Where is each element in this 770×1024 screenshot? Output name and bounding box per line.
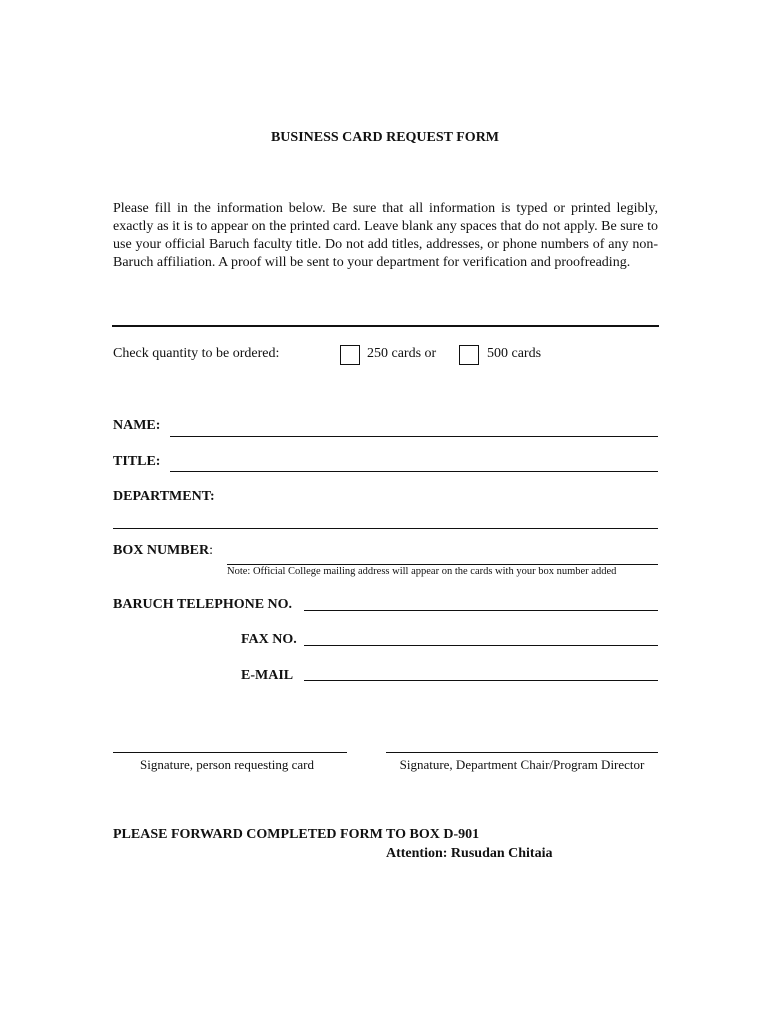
title-field-line[interactable] bbox=[170, 471, 658, 472]
department-label: DEPARTMENT: bbox=[113, 489, 215, 504]
requester-signature-caption: Signature, person requesting card bbox=[139, 757, 314, 772]
chair-signature-line[interactable] bbox=[386, 752, 658, 753]
name-label: NAME: bbox=[113, 418, 161, 433]
department-field-line[interactable] bbox=[113, 528, 658, 529]
chair-signature-caption: Signature, Department Chair/Program Director bbox=[399, 757, 645, 772]
option-250-label: 250 cards or bbox=[367, 346, 437, 361]
quantity-label: Check quantity to be ordered: bbox=[113, 346, 280, 361]
title-label: TITLE: bbox=[113, 454, 161, 469]
box-number-label bbox=[113, 543, 213, 559]
requester-signature-line[interactable] bbox=[113, 752, 347, 753]
box-number-note: Note: Official College mailing address will appear on the cards with your box number added bbox=[227, 566, 617, 577]
forward-instruction: PLEASE FORWARD COMPLETED FORM TO BOX D-901 bbox=[113, 827, 480, 842]
instructions-paragraph: Please fill in the information below. Be sure that all information is typed or printed legibly, exactly as it is to appear on the printed card. Leave blank any spaces that do not apply. Be sure to use your official Baruch faculty title. Do not add titles, addresses, or phone numbers of any non-Baruch affiliation. A proof will be sent to your department for verification and proofreading. bbox=[113, 201, 658, 270]
name-field-line[interactable] bbox=[170, 436, 658, 437]
email-field-line[interactable] bbox=[304, 680, 658, 681]
box-number-text: BOX NUMBER bbox=[113, 543, 210, 558]
box-number-colon: : bbox=[209, 543, 213, 558]
fax-field-line[interactable] bbox=[304, 645, 658, 646]
telephone-field-line[interactable] bbox=[304, 610, 658, 611]
checkbox-500-cards[interactable] bbox=[459, 345, 479, 365]
fax-label: FAX NO. bbox=[241, 632, 297, 647]
checkbox-250-cards[interactable] bbox=[340, 345, 360, 365]
form-title: BUSINESS CARD REQUEST FORM bbox=[270, 130, 500, 145]
email-label: E-MAIL bbox=[241, 668, 294, 683]
option-500-label: 500 cards bbox=[487, 346, 542, 361]
box-number-field-line[interactable] bbox=[227, 564, 658, 565]
section-divider bbox=[112, 325, 659, 327]
attention-line: Attention: Rusudan Chitaia bbox=[386, 846, 553, 861]
telephone-label: BARUCH TELEPHONE NO. bbox=[113, 597, 293, 612]
